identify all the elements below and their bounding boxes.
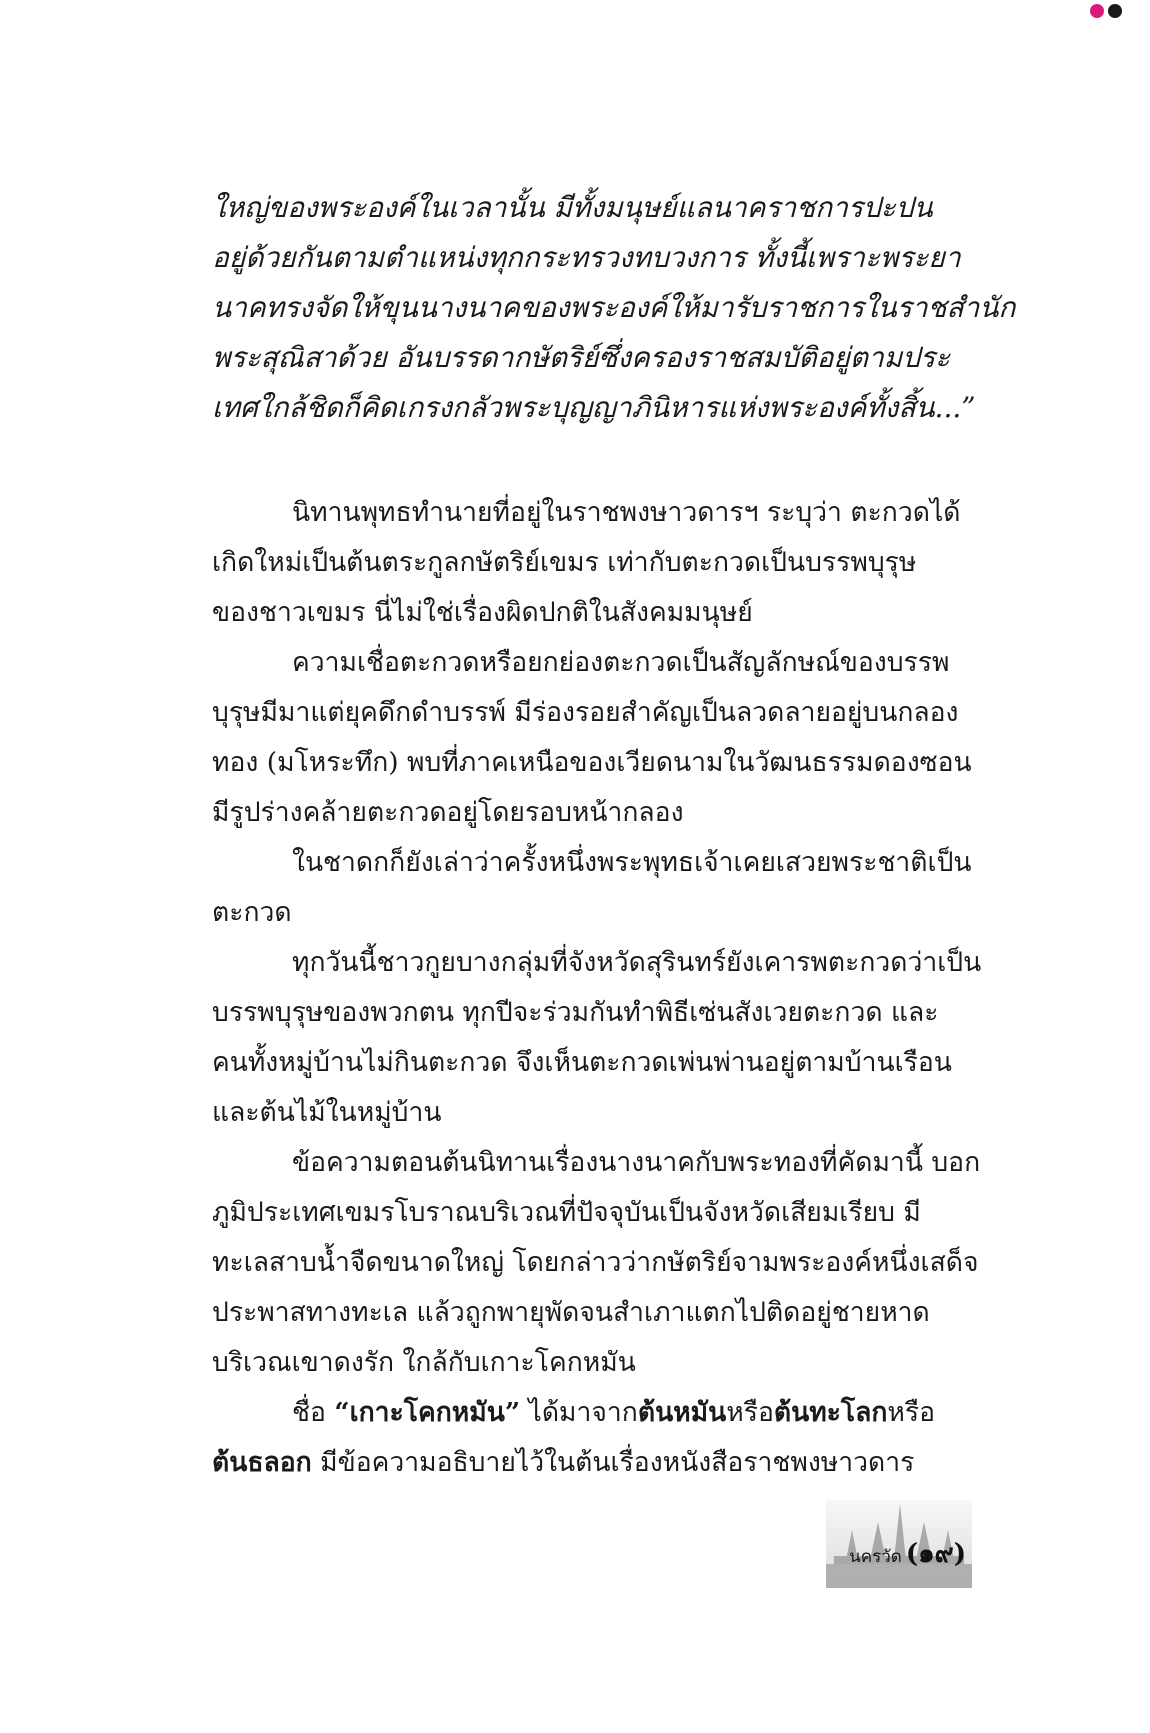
text-line: ความเชื่อตะกวดหรือยกย่องตะกวดเป็นสัญลักษณ์ของบรรพ xyxy=(292,647,950,678)
text-run: หรือ xyxy=(726,1397,774,1428)
body-text xyxy=(212,488,982,1488)
text-run: ชื่อ xyxy=(292,1397,335,1428)
paragraph xyxy=(212,638,972,838)
book-title: นครวัด xyxy=(849,1547,902,1567)
text-line: เกิดใหม่เป็นต้นตระกูลกษัตริย์เขมร เท่ากับตะกวดเป็นบรรพบุรุษ xyxy=(212,547,917,578)
paragraph xyxy=(212,1388,972,1488)
text-line: มีรูปร่างคล้ายตะกวดอยู่โดยรอบหน้ากลอง xyxy=(212,797,684,828)
text-line: คนทั้งหมู่บ้านไม่กินตะกวด จึงเห็นตะกวดเพ่นพ่านอยู่ตามบ้านเรือน xyxy=(212,1047,952,1078)
page-footer-badge xyxy=(826,1500,972,1588)
quote-line: พระสุณิสาด้วย อันบรรดากษัตริย์ซึ่งครองราชสมบัติอยู่ตามประ xyxy=(212,341,951,374)
text-line: ทะเลสาบน้ำจืดขนาดใหญ่ โดยกล่าวว่ากษัตริย์จามพระองค์หนึ่งเสด็จ xyxy=(212,1247,979,1278)
text-line: และต้นไม้ในหมู่บ้าน xyxy=(212,1097,442,1128)
text-line xyxy=(212,1438,972,1488)
text-line: ของชาวเขมร นี่ไม่ใช่เรื่องผิดปกติในสังคมมนุษย์ xyxy=(212,597,753,628)
bold-term: ต้นหมัน xyxy=(637,1397,727,1428)
paragraph xyxy=(212,488,972,638)
text-run: หรือ xyxy=(887,1397,936,1428)
bold-term: ต้นทะโลก xyxy=(773,1397,888,1428)
paragraph xyxy=(212,938,982,1138)
text-line: ข้อความตอนต้นนิทานเรื่องนางนาคกับพระทองที่คัดมานี้ บอก xyxy=(292,1147,981,1178)
text-line: ในชาดกก็ยังเล่าว่าครั้งหนึ่งพระพุทธเจ้าเคยเสวยพระชาติเป็น xyxy=(292,847,972,878)
text-line: บุรุษมีมาแต่ยุคดึกดำบรรพ์ มีร่องรอยสำคัญเป็นลวดลายอยู่บนกลอง xyxy=(212,697,959,728)
text-line: นิทานพุทธทำนายที่อยู่ในราชพงษาวดารฯ ระบุว่า ตะกวดได้ xyxy=(292,497,961,528)
bold-term: “เกาะโคกหมัน” xyxy=(334,1397,521,1428)
text-line: ทอง (มโหระทึก) พบที่ภาคเหนือของเวียดนามในวัฒนธรรมดองซอน xyxy=(212,747,972,778)
quote-line: อยู่ด้วยกันตามตำแหน่งทุกกระทรวงทบวงการ ทั้งนี้เพราะพระยา xyxy=(212,241,961,274)
page-number: (๑๙) xyxy=(905,1539,966,1569)
text-line: ตะกวด xyxy=(212,897,292,928)
footer-label xyxy=(849,1533,966,1574)
text-line: บริเวณเขาดงรัก ใกล้กับเกาะโคกหมัน xyxy=(212,1347,636,1378)
text-line: ภูมิประเทศเขมรโบราณบริเวณที่ปัจจุบันเป็นจังหวัดเสียมเรียบ มี xyxy=(212,1197,921,1228)
text-line xyxy=(212,1388,972,1438)
text-line: ประพาสทางทะเล แล้วถูกพายุพัดจนสำเภาแตกไปติดอยู่ชายหาด xyxy=(212,1297,930,1328)
italic-quote-block xyxy=(212,183,1016,433)
pink-dot xyxy=(1090,4,1104,18)
text-line: บรรพบุรุษของพวกตน ทุกปีจะร่วมกันทำพิธีเซ่นสังเวยตะกวด และ xyxy=(212,997,939,1028)
text-run: ได้มาจาก xyxy=(520,1397,638,1428)
corner-dots xyxy=(1090,4,1122,18)
paragraph xyxy=(212,1138,981,1388)
black-dot xyxy=(1108,4,1122,18)
paragraph xyxy=(212,838,972,938)
quote-line: ใหญ่ของพระองค์ในเวลานั้น มีทั้งมนุษย์แลนาคราชการปะปน xyxy=(212,191,933,224)
bold-term: ต้นธลอก xyxy=(212,1447,312,1478)
quote-line: นาคทรงจัดให้ขุนนางนาคของพระองค์ให้มารับราชการในราชสำนัก xyxy=(212,291,1016,324)
text-line: ทุกวันนี้ชาวกูยบางกลุ่มที่จังหวัดสุรินทร์ยังเคารพตะกวดว่าเป็น xyxy=(292,947,982,978)
quote-line: เทศใกล้ชิดก็คิดเกรงกลัวพระบุญญาภินิหารแห่งพระองค์ทั้งสิ้น...” xyxy=(212,391,976,424)
text-run: มีข้อความอธิบายไว้ในต้นเรื่องหนังสือราชพงษาวดาร xyxy=(311,1447,915,1478)
